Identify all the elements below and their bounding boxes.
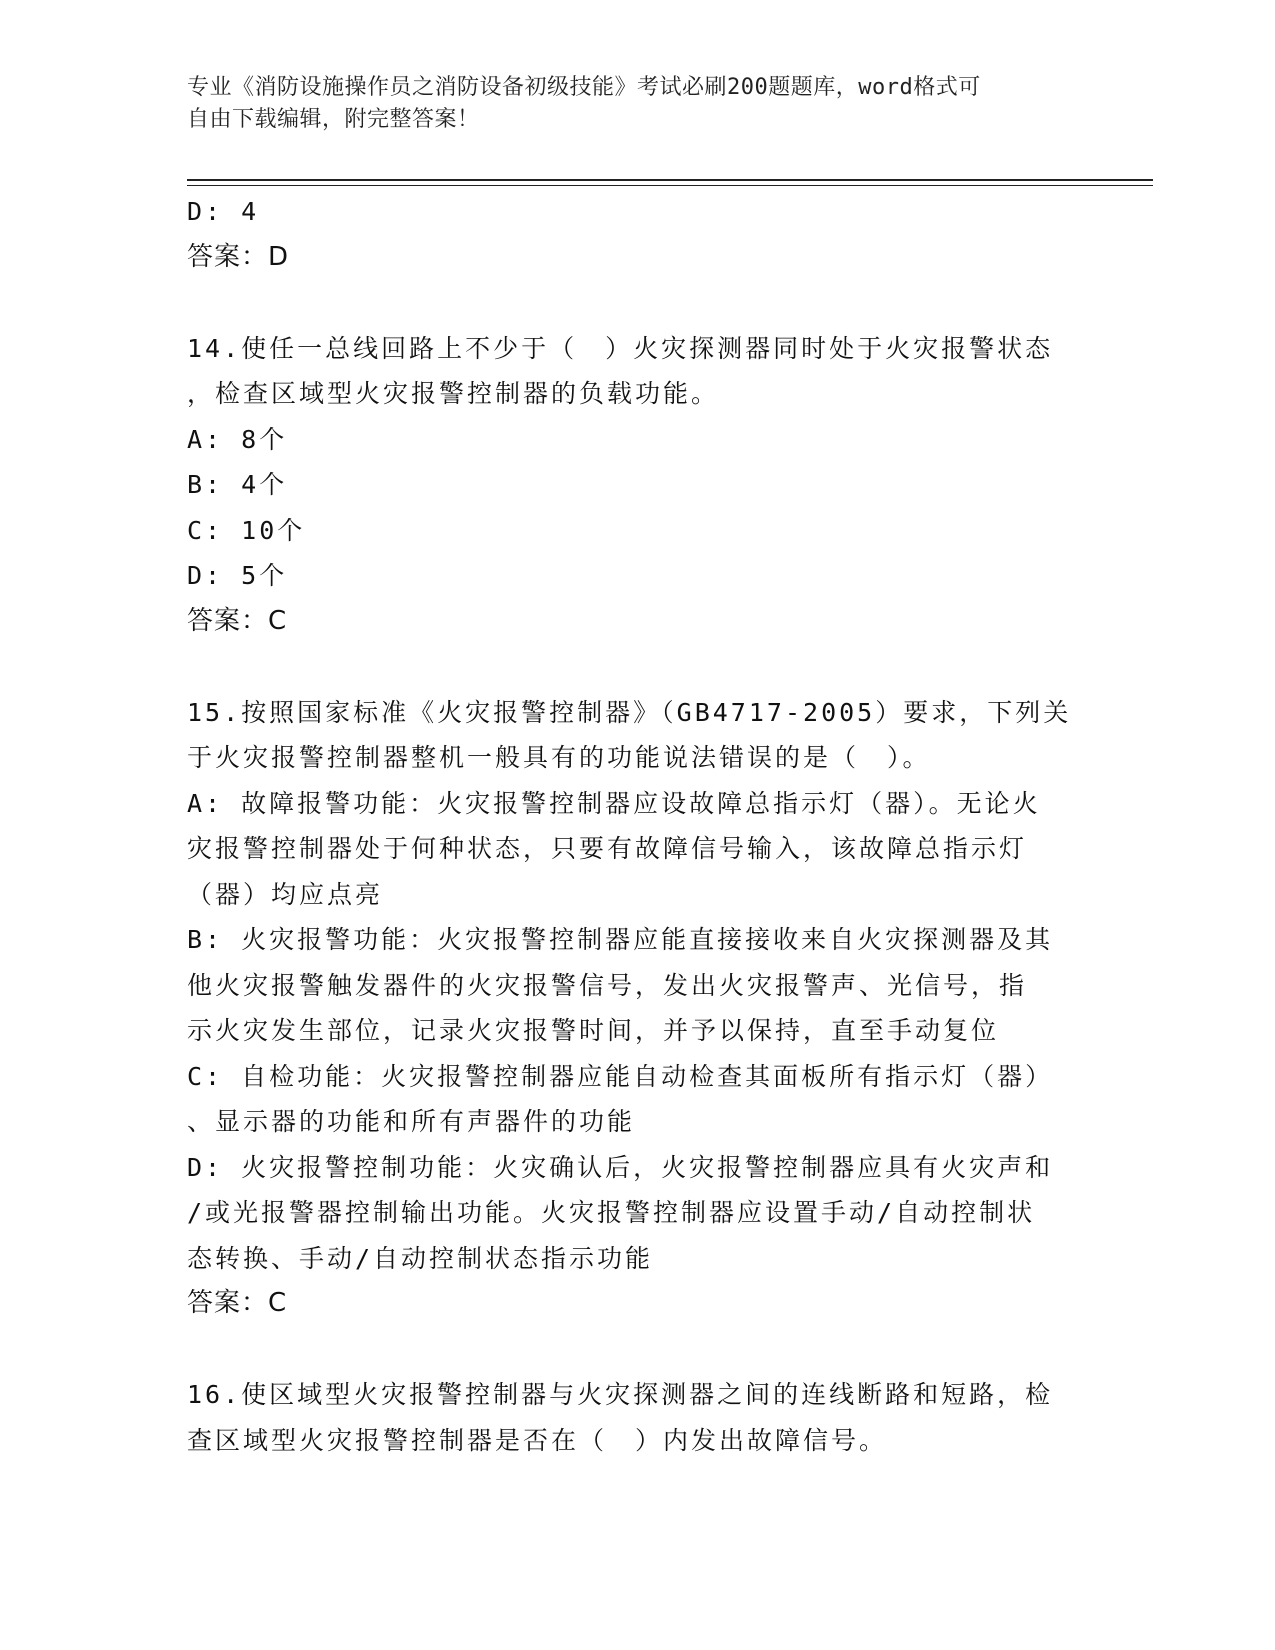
q16-stem-line-1: 16.使区域型火灾报警控制器与火灾探测器之间的连线断路和短路，检 xyxy=(187,1380,1054,1409)
q15-option-b-line-1: B: 火灾报警功能：火灾报警控制器应能直接接收来自火灾探测器及其 xyxy=(187,925,1054,954)
question-14 xyxy=(187,326,1087,645)
q15-option-a-line-3: （器）均应点亮 xyxy=(187,879,384,909)
q14-option-a: A: 8个 xyxy=(187,424,288,454)
spacer xyxy=(187,644,1087,690)
q15-option-a-line-2: 灾报警控制器处于何种状态，只要有故障信号输入，该故障总指示灯 xyxy=(187,834,1028,863)
q15-stem-line-2: 于火灾报警控制器整机一般具有的功能说法错误的是（ ）。 xyxy=(187,743,931,772)
q13-option-d: D: 4 xyxy=(187,197,260,226)
question-15 xyxy=(187,690,1087,1327)
page-header xyxy=(187,72,1067,136)
question-content xyxy=(187,189,1087,1463)
header-rule-thick xyxy=(187,179,1153,181)
q15-option-c-line-1: C: 自检功能：火灾报警控制器应能自动检查其面板所有指示灯（器） xyxy=(187,1061,1054,1091)
q15-answer: 答案：C xyxy=(187,1288,288,1318)
header-title-line-1: 专业《消防设施操作员之消防设备初级技能》考试必刷200题题库，word格式可 xyxy=(187,75,981,100)
q13-answer: 答案：D xyxy=(187,241,290,272)
question-16 xyxy=(187,1372,1087,1463)
q14-stem-line-2: ，检查区域型火灾报警控制器的负载功能。 xyxy=(187,379,720,408)
q14-answer: 答案：C xyxy=(187,605,288,636)
q16-stem-line-2: 查区域型火灾报警控制器是否在（ ）内发出故障信号。 xyxy=(187,1425,888,1455)
q14-stem-line-1: 14.使任一总线回路上不少于（ ）火灾探测器同时处于火灾报警状态 xyxy=(187,333,1054,363)
spacer xyxy=(187,280,1087,326)
header-rule-thin xyxy=(187,185,1153,186)
q15-stem-line-1: 15.按照国家标准《火灾报警控制器》（GB4717-2005）要求，下列关 xyxy=(187,697,1072,727)
q14-option-d: D: 5个 xyxy=(187,561,288,590)
spacer xyxy=(187,1327,1087,1373)
header-title-line-2: 自由下载编辑，附完整答案！ xyxy=(187,107,480,132)
q15-option-b-line-2: 他火灾报警触发器件的火灾报警信号，发出火灾报警声、光信号，指 xyxy=(187,970,1028,1000)
q15-option-a-line-1: A: 故障报警功能：火灾报警控制器应设故障总指示灯（器）。无论火 xyxy=(187,788,1041,818)
q15-option-c-line-2: 、显示器的功能和所有声器件的功能 xyxy=(187,1107,636,1136)
q15-option-b-line-3: 示火灾发生部位，记录火灾报警时间，并予以保持，直至手动复位 xyxy=(187,1016,1000,1045)
q14-option-c: C: 10个 xyxy=(187,515,306,545)
q15-option-d-line-2: /或光报警器控制输出功能。火灾报警控制器应设置手动/自动控制状 xyxy=(187,1198,1036,1227)
q15-option-d-line-3: 态转换、手动/自动控制状态指示功能 xyxy=(187,1243,654,1273)
q15-option-d-line-1: D: 火灾报警控制功能：火灾确认后，火灾报警控制器应具有火灾声和 xyxy=(187,1152,1054,1182)
q14-option-b: B: 4个 xyxy=(187,470,288,499)
